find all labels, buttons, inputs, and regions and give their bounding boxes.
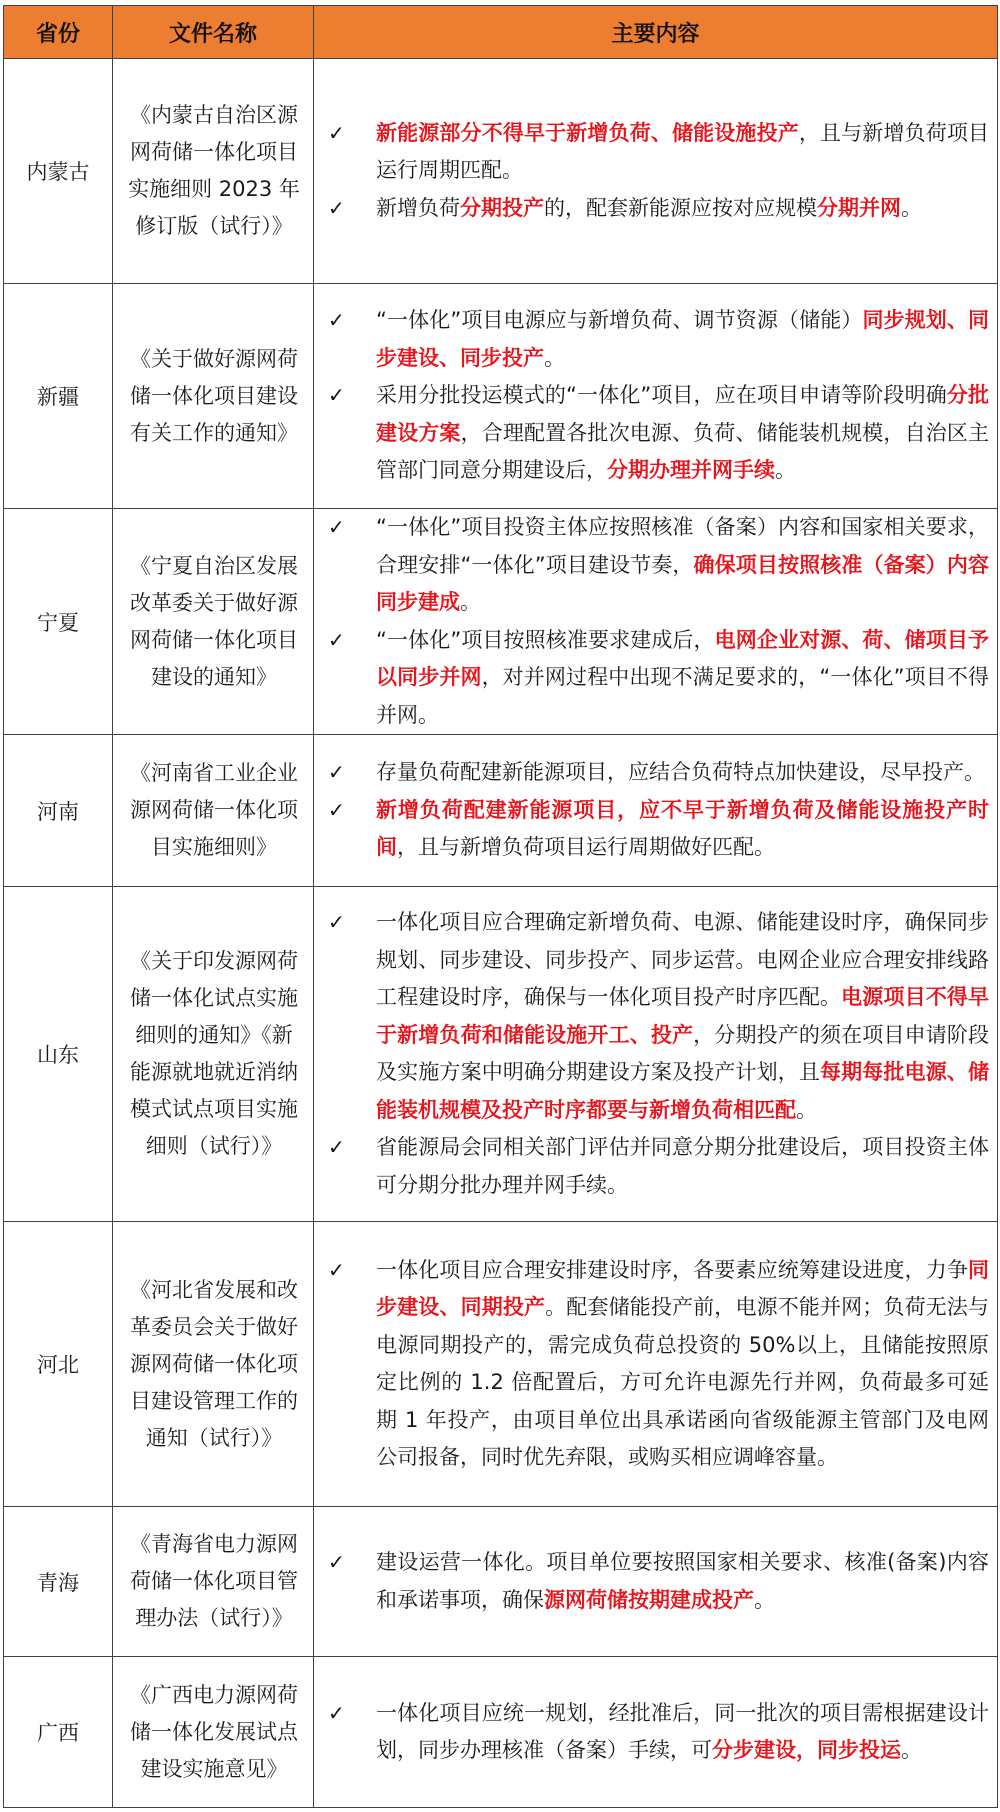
policy-table bbox=[3, 5, 998, 1808]
checkmark-icon: ✓ bbox=[328, 308, 345, 333]
highlighted-text: 分批建设方案 bbox=[376, 383, 990, 445]
point-text: ，合理配置各批次电源、负荷、储能装机规模，自治区主管部门同意分期建设后， bbox=[376, 420, 990, 483]
highlighted-text: 确保项目按照核准（备案）内容同步建成 bbox=[376, 552, 989, 614]
table-row bbox=[4, 509, 998, 735]
point-text: ，且与新增负荷项目运行周期匹配。 bbox=[376, 120, 990, 183]
checkmark-icon: ✓ bbox=[328, 760, 345, 785]
province-cell: 内蒙古 bbox=[4, 59, 113, 284]
header-row bbox=[4, 6, 998, 59]
province-cell: 宁夏 bbox=[4, 509, 113, 735]
content-point bbox=[326, 190, 989, 228]
document-name-cell: 《河北省发展和改革委员会关于做好源网荷储一体化项目建设管理工作的通知（试行）》 bbox=[113, 1222, 314, 1507]
point-text: ，且与新增负荷项目运行周期做好匹配。 bbox=[397, 835, 775, 860]
point-text: 。配套储能投产前，电源不能并网；负荷无法与电源同期投产的，需完成负荷总投资的 50%以上，且储能按照原定比例的 1.2 倍配置后，方可允许电源先行并网，负荷最多可延期 1 年投产，由项目单位出具承诺函向省级能源主管部门及电网公司报备，同时优先弃限，或购买相应调峰容量。 bbox=[376, 1295, 990, 1469]
highlighted-text: 分期投产 bbox=[460, 195, 544, 220]
content-point bbox=[326, 1695, 989, 1770]
content-points bbox=[326, 115, 989, 228]
checkmark-icon: ✓ bbox=[328, 910, 345, 934]
point-text: ，分期投产的须在项目申请阶段及实施方案中明确分期建设方案及投产计划，且 bbox=[376, 1022, 990, 1084]
content-cell bbox=[314, 1657, 998, 1808]
content-cell bbox=[314, 1507, 998, 1657]
point-text: 。 bbox=[460, 590, 481, 614]
content-point bbox=[326, 377, 989, 490]
content-point bbox=[326, 792, 989, 867]
point-text: “一体化”项目电源应与新增负荷、调节资源（储能） bbox=[376, 308, 863, 333]
checkmark-icon: ✓ bbox=[328, 383, 345, 408]
content-point bbox=[326, 754, 989, 792]
province-cell: 河北 bbox=[4, 1222, 113, 1507]
content-points bbox=[326, 904, 989, 1204]
point-text: 新增负荷 bbox=[376, 195, 460, 220]
document-name-cell: 《关于印发源网荷储一体化试点实施细则的通知》《新能源就地就近消纳模式试点项目实施细则（试行）》 bbox=[113, 887, 314, 1222]
point-text: 。 bbox=[754, 1587, 775, 1612]
checkmark-icon: ✓ bbox=[328, 627, 345, 652]
highlighted-text: 同步规划、同步建设、同步投产 bbox=[376, 308, 989, 370]
document-name-cell: 《青海省电力源网荷储一体化项目管理办法（试行）》 bbox=[113, 1507, 314, 1657]
content-cell bbox=[314, 284, 998, 509]
highlighted-text: 分步建设，同步投运 bbox=[712, 1738, 901, 1762]
content-points bbox=[326, 1252, 989, 1477]
content-point bbox=[326, 622, 989, 735]
content-cell bbox=[314, 59, 998, 284]
document-name-cell: 《宁夏自治区发展改革委关于做好源网荷储一体化项目建设的通知》 bbox=[113, 509, 314, 735]
checkmark-icon: ✓ bbox=[328, 1700, 345, 1725]
content-point bbox=[326, 1544, 989, 1619]
point-text: 采用分批投运模式的“一体化”项目，应在项目申请等阶段明确 bbox=[376, 383, 947, 408]
table-row bbox=[4, 59, 998, 284]
highlighted-text: 分期办理并网手续 bbox=[607, 458, 775, 483]
point-text: 一体化项目应合理确定新增负荷、电源、储能建设时序，确保同步规划、同步建设、同步投产、同步运营。电网企业应合理安排线路工程建设时序，确保与一体化项目投产时序匹配。 bbox=[376, 910, 989, 1009]
header-content: 主要内容 bbox=[314, 6, 998, 59]
checkmark-icon: ✓ bbox=[328, 195, 345, 220]
document-name-cell: 《广西电力源网荷储一体化发展试点建设实施意见》 bbox=[113, 1657, 314, 1808]
content-point bbox=[326, 1129, 989, 1204]
content-points bbox=[326, 302, 989, 490]
highlighted-text: 新能源部分不得早于新增负荷、储能设施投产 bbox=[376, 120, 799, 145]
province-cell: 新疆 bbox=[4, 284, 113, 509]
document-name-cell: 《关于做好源网荷储一体化项目建设有关工作的通知》 bbox=[113, 284, 314, 509]
content-point bbox=[326, 509, 989, 622]
table-row bbox=[4, 887, 998, 1222]
highlighted-text: 同步建设、同期投产 bbox=[376, 1257, 989, 1319]
table-body bbox=[4, 59, 998, 1808]
content-cell bbox=[314, 1222, 998, 1507]
checkmark-icon: ✓ bbox=[328, 1257, 345, 1282]
highlighted-text: 电网企业对源、荷、储项目予以同步并网 bbox=[376, 627, 989, 689]
document-name-cell: 《内蒙古自治区源网荷储一体化项目实施细则 2023 年修订版（试行）》 bbox=[113, 59, 314, 284]
point-text: 。 bbox=[796, 1097, 817, 1122]
checkmark-icon: ✓ bbox=[328, 797, 345, 822]
province-cell: 广西 bbox=[4, 1657, 113, 1808]
content-cell bbox=[314, 735, 998, 887]
document-name-cell: 《河南省工业企业源网荷储一体化项目实施细则》 bbox=[113, 735, 314, 887]
table-row bbox=[4, 735, 998, 887]
highlighted-text: 分期并网 bbox=[817, 195, 901, 220]
point-text: 。 bbox=[544, 345, 565, 370]
content-point bbox=[326, 1252, 989, 1477]
point-text: 一体化项目应统一规划，经批准后，同一批次的项目需根据建设计划，同步办理核准（备案）手续，可 bbox=[376, 1700, 989, 1762]
checkmark-icon: ✓ bbox=[328, 120, 345, 145]
highlighted-text: 新增负荷配建新能源项目，应不早于新增负荷及储能设施投产时间 bbox=[376, 797, 989, 860]
province-cell: 青海 bbox=[4, 1507, 113, 1657]
content-points bbox=[326, 1695, 989, 1770]
point-text: 。 bbox=[901, 1738, 922, 1762]
point-text: 。 bbox=[901, 195, 922, 220]
point-text: 存量负荷配建新能源项目，应结合负荷特点加快建设，尽早投产。 bbox=[376, 760, 985, 785]
checkmark-icon: ✓ bbox=[328, 515, 345, 539]
point-text: 。 bbox=[775, 458, 796, 483]
content-point bbox=[326, 302, 989, 377]
checkmark-icon: ✓ bbox=[328, 1135, 345, 1159]
checkmark-icon: ✓ bbox=[328, 1550, 345, 1574]
table-row bbox=[4, 1507, 998, 1657]
content-cell bbox=[314, 887, 998, 1222]
highlighted-text: 电源项目不得早于新增负荷和储能设施开工、投产 bbox=[376, 985, 990, 1047]
table-row bbox=[4, 1657, 998, 1808]
table-row bbox=[4, 1222, 998, 1507]
header-province: 省份 bbox=[4, 6, 113, 59]
table-row bbox=[4, 284, 998, 509]
content-points bbox=[326, 754, 989, 867]
content-points bbox=[326, 509, 989, 734]
content-point bbox=[326, 904, 989, 1129]
point-text: 的，配套新能源应按对应规模 bbox=[544, 195, 817, 220]
province-cell: 河南 bbox=[4, 735, 113, 887]
content-cell bbox=[314, 509, 998, 735]
province-cell: 山东 bbox=[4, 887, 113, 1222]
point-text: ，对并网过程中出现不满足要求的，“一体化”项目不得并网。 bbox=[376, 665, 989, 727]
highlighted-text: 源网荷储按期建成投产 bbox=[544, 1587, 754, 1612]
point-text: 一体化项目应合理安排建设时序，各要素应统筹建设进度，力争 bbox=[376, 1257, 968, 1282]
point-text: 省能源局会同相关部门评估并同意分期分批建设后，项目投资主体可分期分批办理并网手续。 bbox=[376, 1135, 989, 1197]
content-points bbox=[326, 1544, 989, 1619]
point-text: “一体化”项目投资主体应按照核准（备案）内容和国家相关要求，合理安排“一体化”项目建设节奏， bbox=[376, 515, 989, 577]
content-point bbox=[326, 115, 989, 190]
point-text: “一体化”项目按照核准要求建成后， bbox=[376, 627, 715, 652]
point-text: 建设运营一体化。项目单位要按照国家相关要求、核准(备案)内容和承诺事项，确保 bbox=[376, 1550, 989, 1612]
header-document: 文件名称 bbox=[113, 6, 314, 59]
highlighted-text: 每期每批电源、储能装机规模及投产时序都要与新增负荷相匹配 bbox=[376, 1060, 989, 1122]
